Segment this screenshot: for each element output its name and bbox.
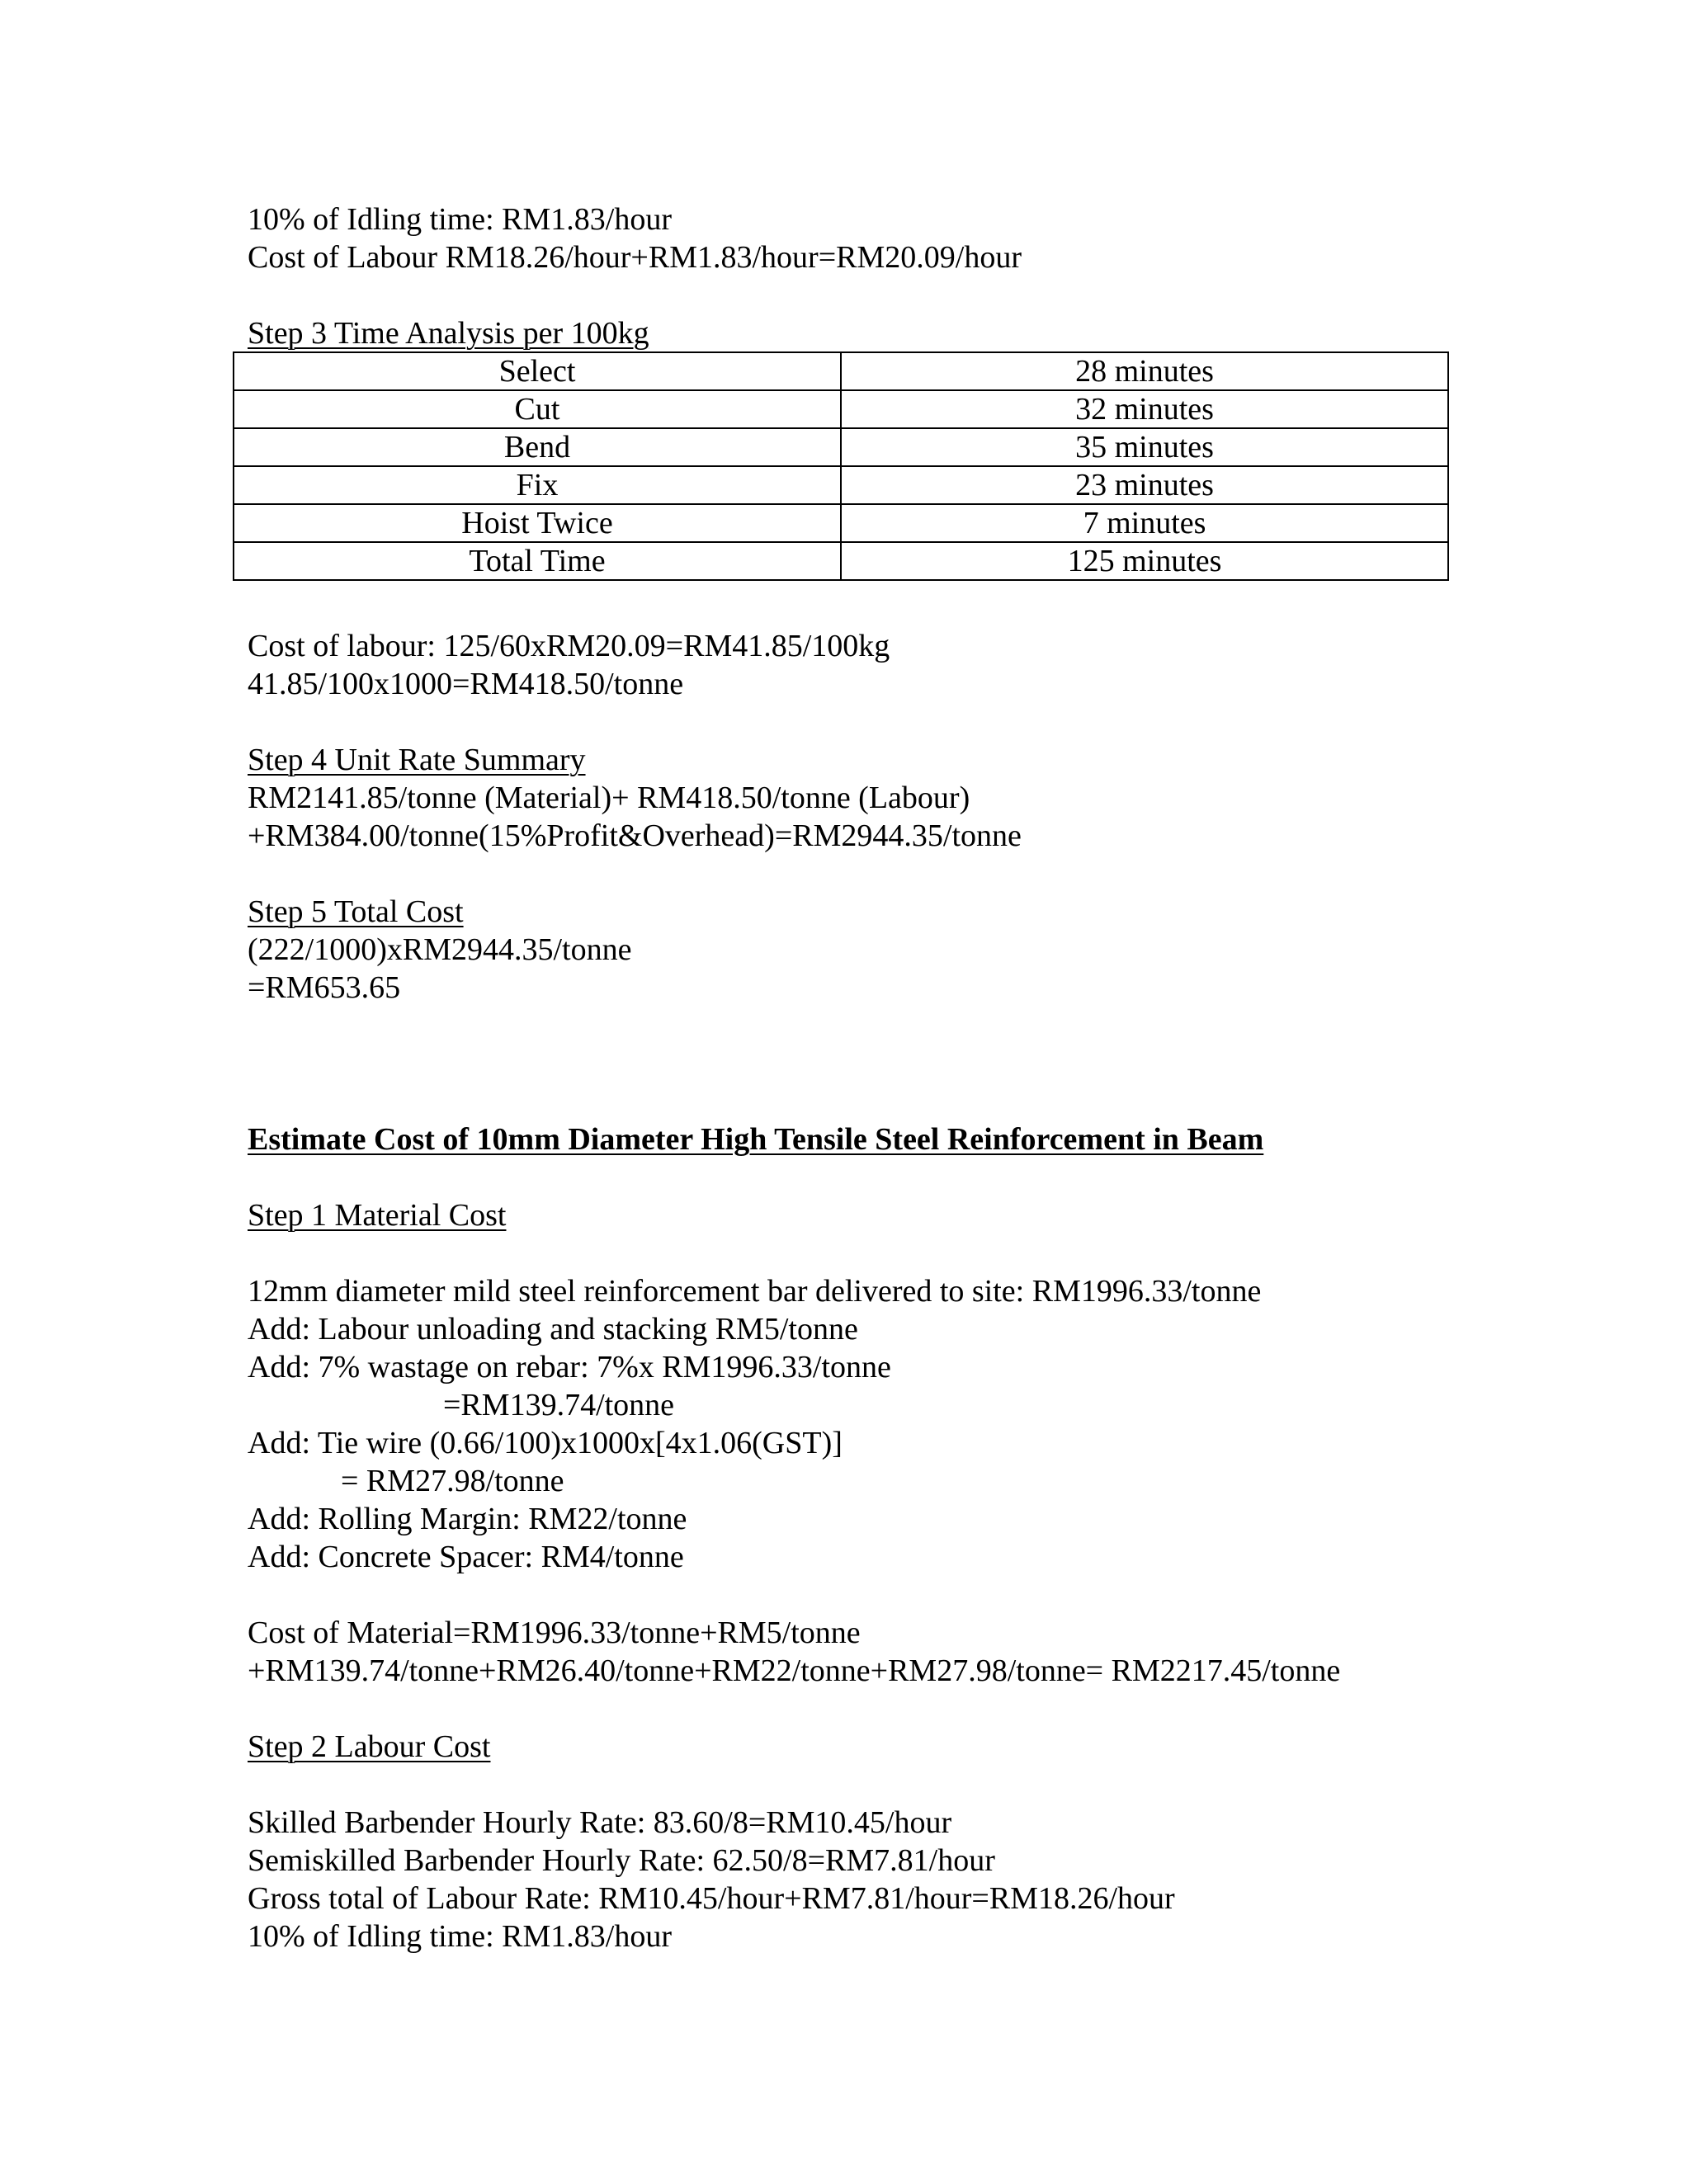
table-row [234, 542, 1448, 580]
labour-line: Skilled Barbender Hourly Rate: 83.60/8=RM10.45/hour [248, 1805, 952, 1840]
material-line: Add: Concrete Spacer: RM4/tonne [248, 1540, 684, 1574]
cost-of-material-line: +RM139.74/tonne+RM26.40/tonne+RM22/tonne+RM27.98/tonne= RM2217.45/tonne [248, 1653, 1341, 1688]
table-row [234, 352, 1448, 390]
step1-heading: Step 1 Material Cost [248, 1198, 507, 1233]
labour-line: 10% of Idling time: RM1.83/hour [248, 1919, 673, 1954]
task-cell: Select [234, 352, 841, 390]
material-line: Add: Rolling Margin: RM22/tonne [248, 1502, 687, 1536]
spacer [248, 1007, 1452, 1045]
cost-of-material-line: Cost of Material=RM1996.33/tonne+RM5/tonne [248, 1616, 861, 1650]
time-cell: 32 minutes [841, 390, 1448, 428]
step4-heading: Step 4 Unit Rate Summary [248, 743, 586, 777]
spacer [248, 1045, 1452, 1083]
spacer [248, 703, 1452, 741]
time-cell: 35 minutes [841, 428, 1448, 466]
material-line: Add: 7% wastage on rebar: 7%x RM1996.33/tonne [248, 1350, 891, 1384]
spacer [248, 1766, 1452, 1804]
document-content-continued [248, 627, 1452, 1955]
cost-per-tonne-line: 41.85/100x1000=RM418.50/tonne [248, 667, 684, 701]
step2-heading: Step 2 Labour Cost [248, 1729, 491, 1764]
document-content [248, 200, 1452, 352]
cost-of-labour-line: Cost of labour: 125/60xRM20.09=RM41.85/100kg [248, 629, 890, 663]
step3-heading: Step 3 Time Analysis per 100kg [248, 316, 649, 351]
material-line: Add: Labour unloading and stacking RM5/tonne [248, 1312, 858, 1347]
spacer [248, 1690, 1452, 1728]
labour-line: Gross total of Labour Rate: RM10.45/hour+RM7.81/hour=RM18.26/hour [248, 1881, 1175, 1916]
task-cell: Total Time [234, 542, 841, 580]
material-line: Add: Tie wire (0.66/100)x1000x[4x1.06(GST)] [248, 1426, 843, 1460]
step5-line: (222/1000)xRM2944.35/tonne [248, 932, 632, 967]
task-cell: Hoist Twice [234, 504, 841, 542]
material-line: = RM27.98/tonne [341, 1464, 564, 1498]
table-row [234, 390, 1448, 428]
labour-cost-line: Cost of Labour RM18.26/hour+RM1.83/hour=RM20.09/hour [248, 240, 1022, 275]
task-cell: Cut [234, 390, 841, 428]
table-row [234, 504, 1448, 542]
step4-line: +RM384.00/tonne(15%Profit&Overhead)=RM2944.35/tonne [248, 818, 1022, 853]
table-row [234, 428, 1448, 466]
time-cell: 28 minutes [841, 352, 1448, 390]
spacer [248, 1576, 1452, 1614]
time-cell: 7 minutes [841, 504, 1448, 542]
time-cell: 23 minutes [841, 466, 1448, 504]
spacer [248, 1234, 1452, 1272]
section-title: Estimate Cost of 10mm Diameter High Tensile Steel Reinforcement in Beam [248, 1122, 1264, 1157]
table-row [234, 466, 1448, 504]
task-cell: Bend [234, 428, 841, 466]
step5-line: =RM653.65 [248, 970, 401, 1005]
spacer [248, 1158, 1452, 1196]
task-cell: Fix [234, 466, 841, 504]
time-analysis-table [233, 351, 1449, 581]
spacer [248, 855, 1452, 893]
material-line: =RM139.74/tonne [443, 1388, 675, 1422]
material-line: 12mm diameter mild steel reinforcement bar delivered to site: RM1996.33/tonne [248, 1274, 1262, 1309]
step5-heading: Step 5 Total Cost [248, 894, 464, 929]
time-cell: 125 minutes [841, 542, 1448, 580]
spacer [248, 1083, 1452, 1120]
idling-time-line: 10% of Idling time: RM1.83/hour [248, 202, 673, 237]
spacer [248, 276, 1452, 314]
step4-line: RM2141.85/tonne (Material)+ RM418.50/tonne (Labour) [248, 781, 970, 815]
labour-line: Semiskilled Barbender Hourly Rate: 62.50/8=RM7.81/hour [248, 1843, 995, 1878]
